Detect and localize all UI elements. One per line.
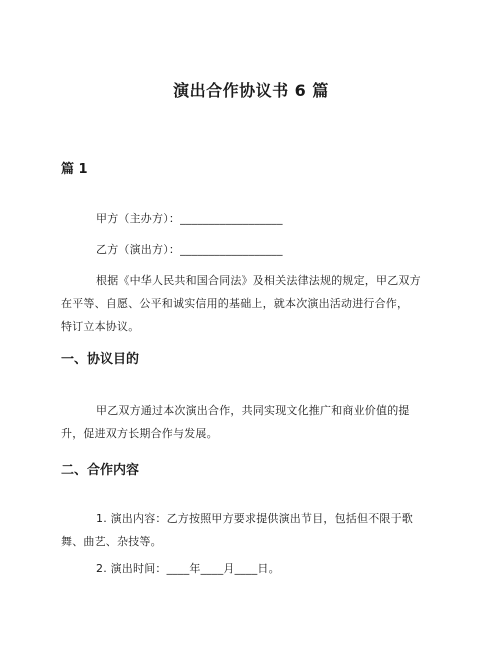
section-label: 篇 1 (61, 162, 88, 177)
heading-purpose: 一、协议目的 (61, 352, 140, 367)
purpose-line-1: 甲乙双方通过本次演出合作，共同实现文化推广和商业价值的提 (96, 404, 410, 417)
party-a-line: 甲方（主办方）：__________________ (96, 212, 283, 225)
purpose-line-2: 升，促进双方长期合作与发展。 (61, 427, 218, 440)
item-2-line: 2. 演出时间：____年____月____日。 (96, 562, 280, 575)
intro-line-1: 根据《中华人民共和国合同法》及相关法律法规的规定，甲乙双方 (96, 274, 421, 287)
party-b-line: 乙方（演出方）：__________________ (96, 243, 283, 256)
intro-line-3: 特订立本协议。 (61, 320, 140, 333)
heading-cooperation: 二、合作内容 (61, 463, 140, 478)
intro-line-2: 在平等、自愿、公平和诚实信用的基础上，就本次演出活动进行合作， (61, 297, 409, 310)
item-1-line-2: 舞、曲艺、杂技等。 (61, 535, 162, 548)
document-title: 演出合作协议书 6 篇 (173, 81, 329, 100)
item-1-line-1: 1. 演出内容：乙方按照甲方要求提供演出节目，包括但不限于歌 (96, 512, 413, 525)
